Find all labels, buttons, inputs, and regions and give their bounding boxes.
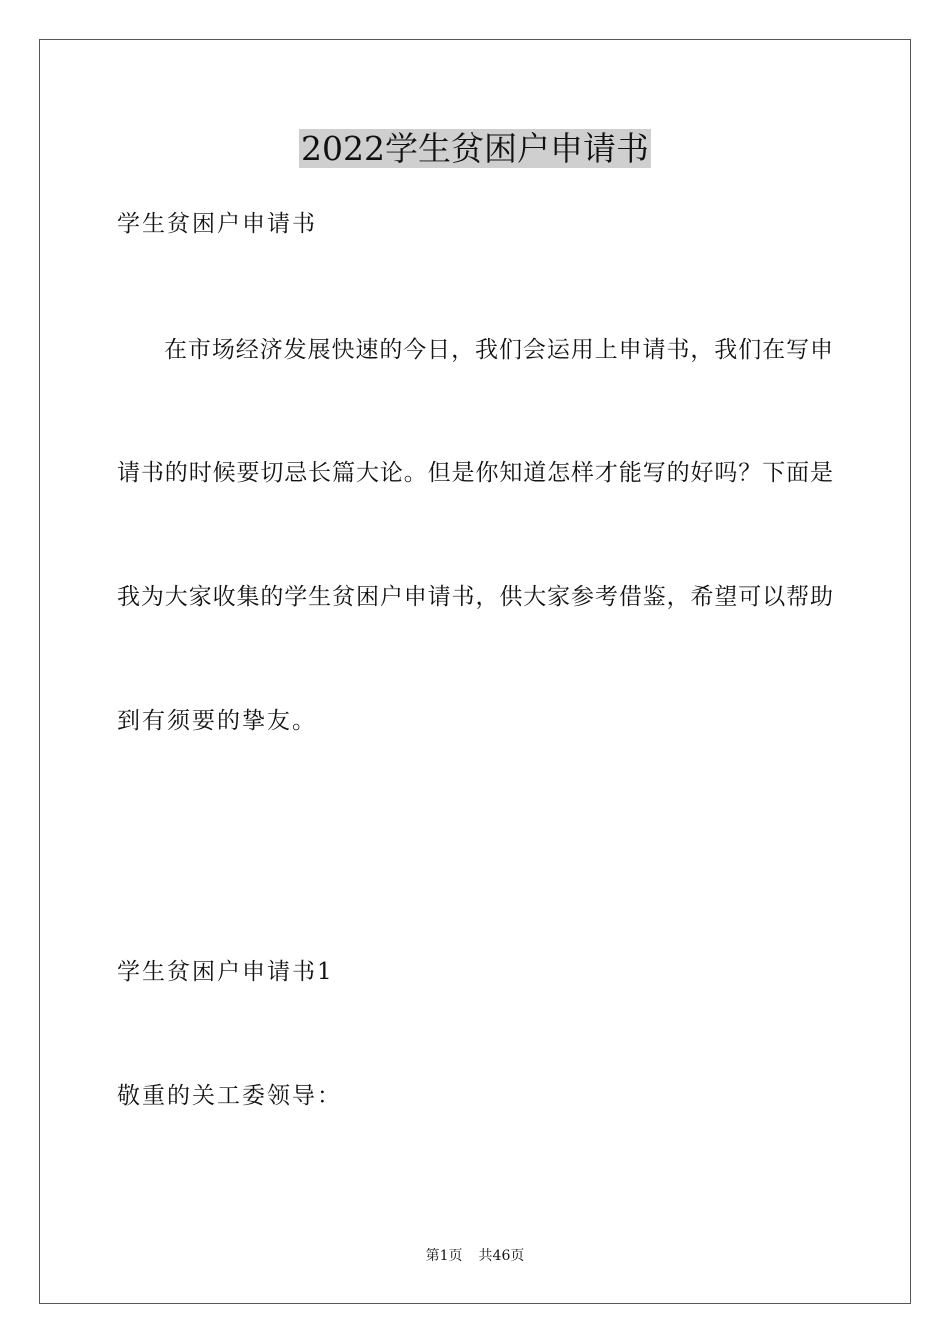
document-subtitle: 学生贫困户申请书 <box>117 211 317 237</box>
intro-line-3: 我为大家收集的学生贫困户申请书，供大家参考借鉴，希望可以帮助 <box>117 584 833 610</box>
salutation: 敬重的关工委领导： <box>117 1083 342 1109</box>
page-number-total: 共46页 <box>478 1248 525 1264</box>
page-footer <box>0 1246 950 1266</box>
document-title <box>0 128 950 170</box>
intro-line-4: 到有须要的挚友。 <box>117 708 317 734</box>
page-number-current: 第1页 <box>425 1248 463 1264</box>
intro-line-2: 请书的时候要切忌长篇大论。但是你知道怎样才能写的好吗？下面是 <box>117 460 833 486</box>
section-heading: 学生贫困户申请书1 <box>117 959 334 985</box>
intro-line-1: 在市场经济发展快速的今日，我们会运用上申请书，我们在写申 <box>164 337 833 363</box>
document-title-text: 2022学生贫困户申请书 <box>301 129 649 168</box>
